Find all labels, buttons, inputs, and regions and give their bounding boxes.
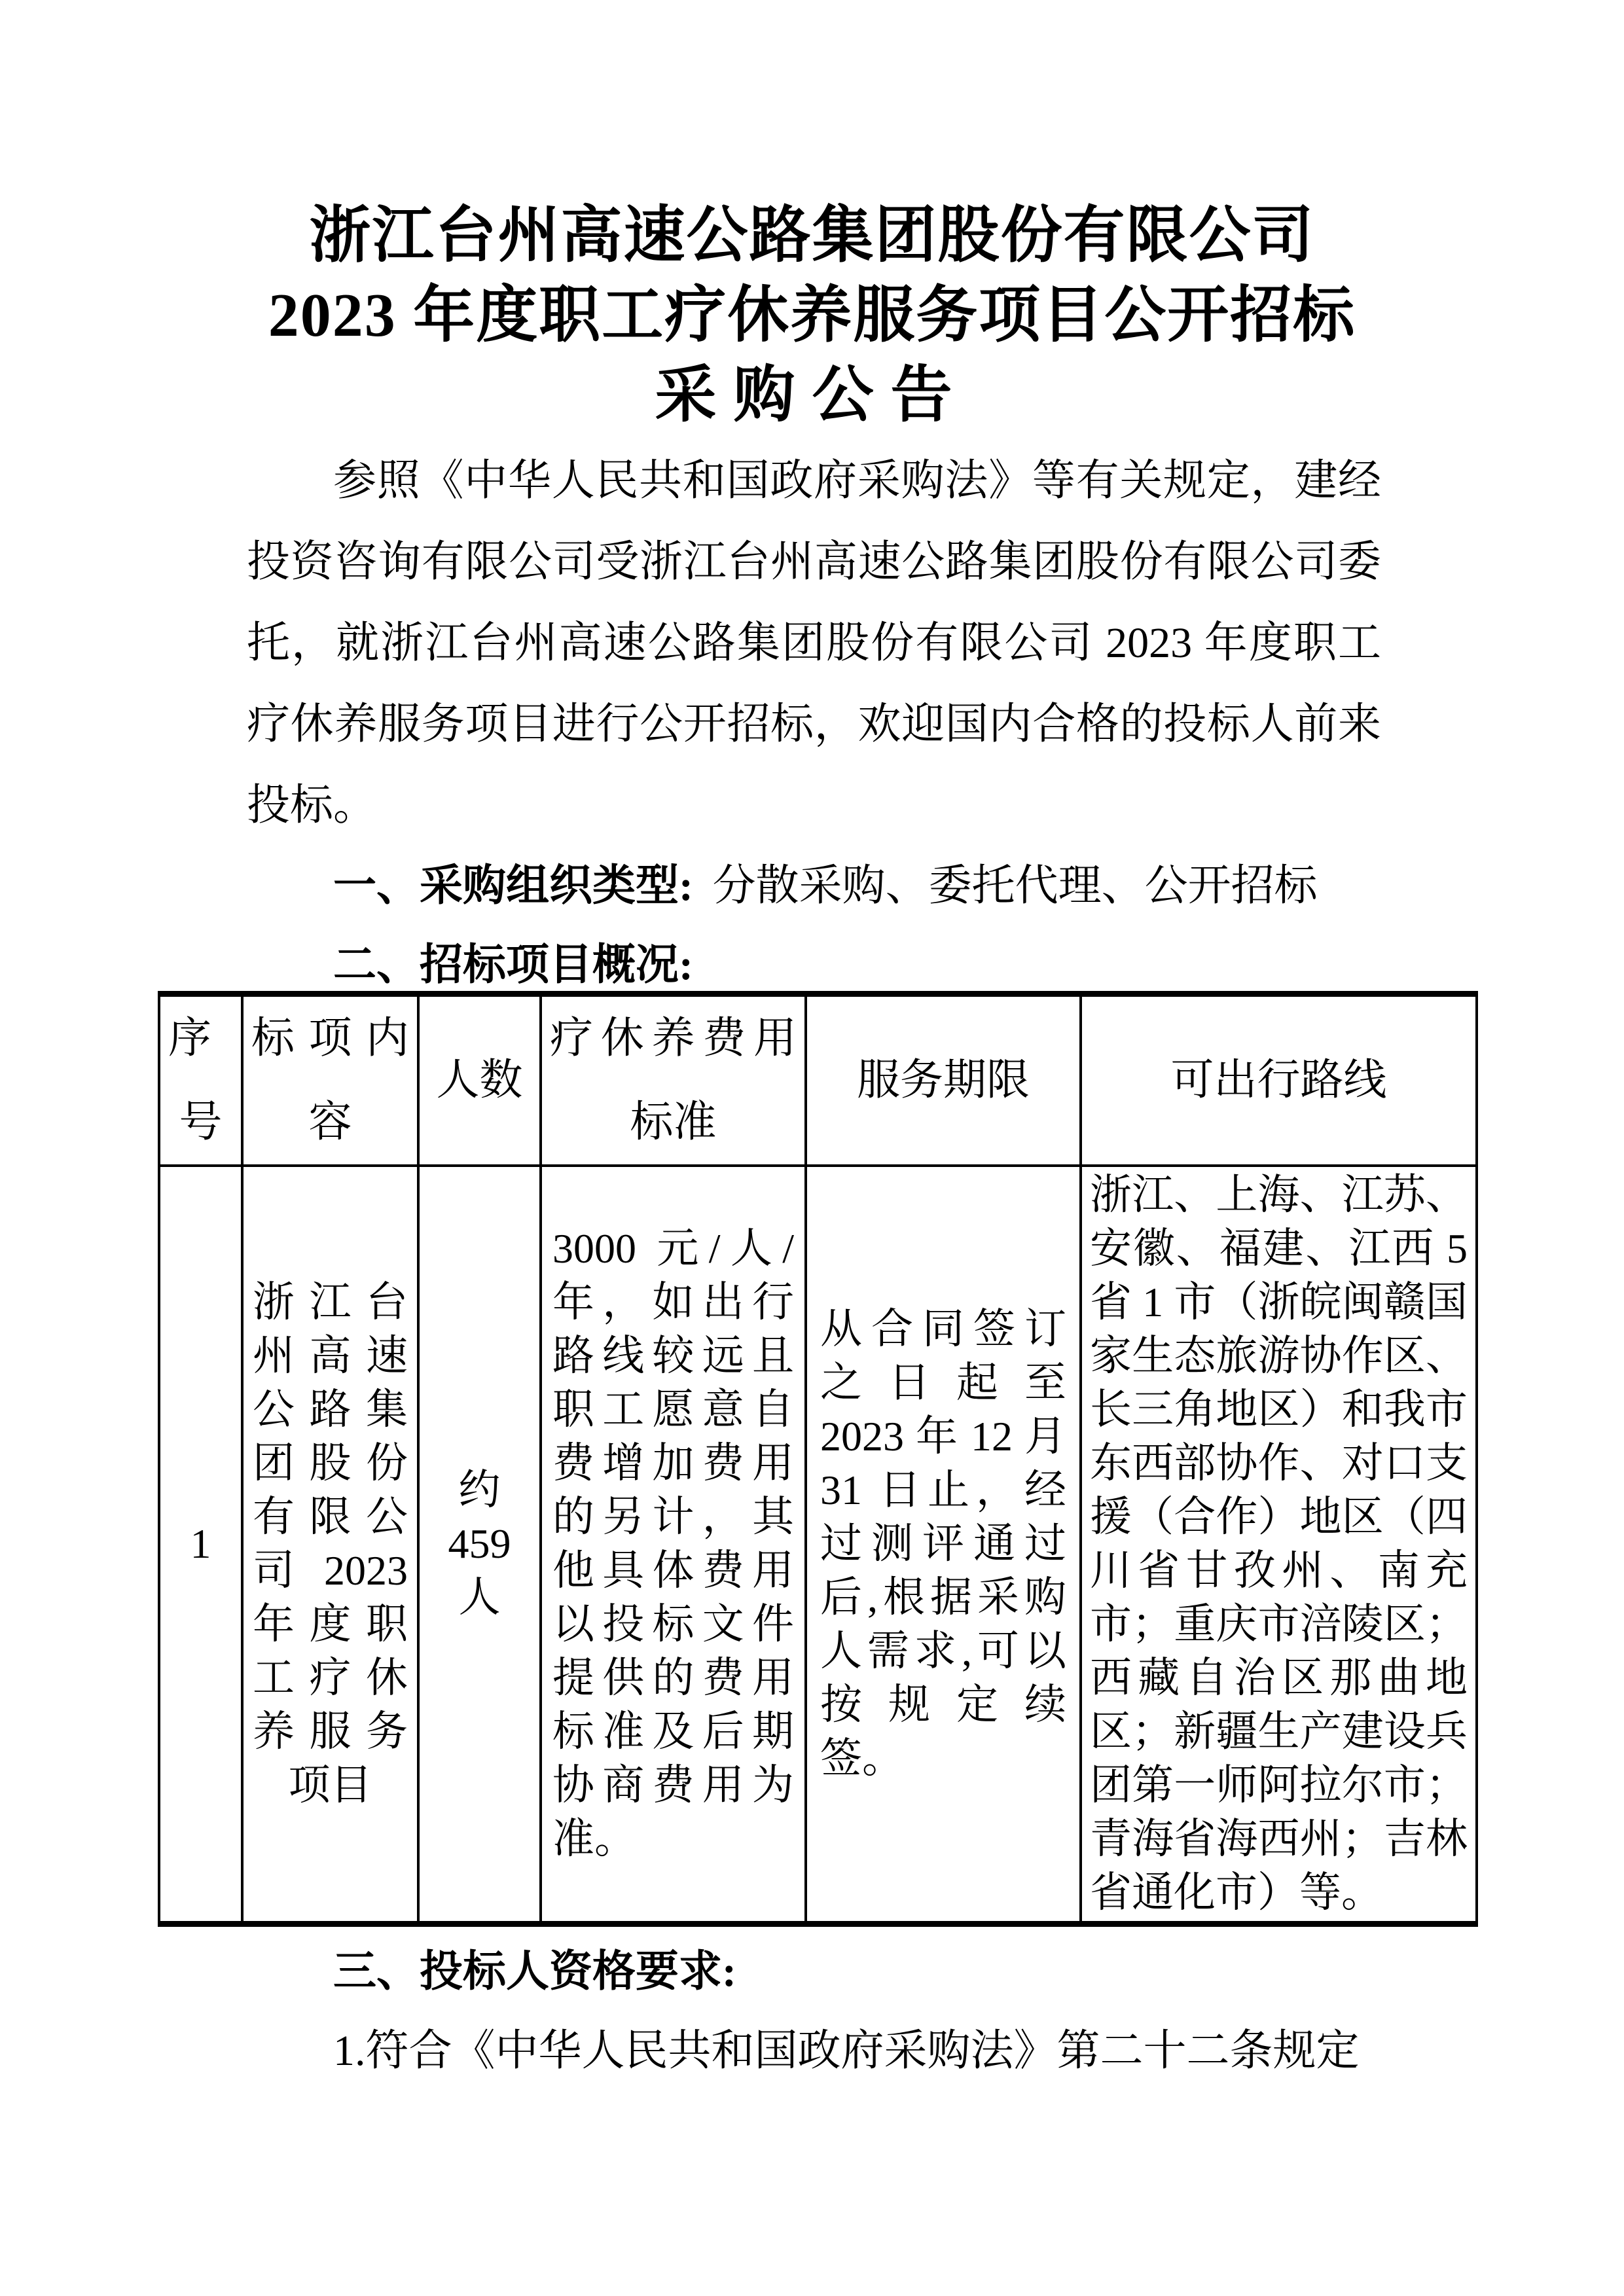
cell-route: 浙江、上海、江苏、安徽、福建、江西 5 省 1 市（浙皖闽赣国家生态旅游协作区、长三角地区）和我市东西部协作、对口支援（合作）地区（四川省甘孜州、南充市；重庆市涪陵区；西藏自治区那曲地区；新疆生产建设兵团第一师阿拉尔市；青海省海西州；吉林省通化市）等。 [1081, 1166, 1477, 1924]
title-line-announcement: 采购公告 [655, 361, 969, 429]
cell-item: 浙江台州高速公路集团股份有限公司 2023 年度职工疗休养服务项目 [242, 1166, 418, 1924]
table-header-row [159, 994, 1477, 1166]
section-1-value: 分散采购、委托代理、公开招标 [712, 862, 1318, 910]
col-header-fee: 疗休养费用标准 [541, 994, 806, 1166]
cell-term: 从合同签订之日起至 2023 年 12 月 31 日止，经过测评通过后,根据采购人需求,可以按规定续签。 [806, 1166, 1081, 1924]
section-heading-1 [247, 846, 1381, 925]
cell-fee: 3000 元/人/年，如出行路线较远且职工愿意自费增加费用的另计，其他具体费用以投标文件提供的费用标准及后期协商费用为准。 [541, 1166, 806, 1924]
section-3-label: 三、投标人资格要求: [333, 1948, 736, 1996]
document-title [0, 0, 1624, 435]
title-line-company: 浙江台州高速公路集团股份有限公司 [309, 202, 1315, 270]
cell-count: 约 459 人 [418, 1166, 541, 1924]
col-header-seq: 序号 [159, 994, 242, 1166]
cell-seq: 1 [159, 1166, 242, 1924]
section-heading-3 [247, 1932, 1381, 2011]
section-2-label: 二、招标项目概况: [333, 941, 693, 989]
col-header-item: 标项内容 [242, 994, 418, 1166]
table-row [159, 1166, 1477, 1924]
qualification-item-1: 1.符合《中华人民共和国政府采购法》第二十二条规定 [333, 2027, 1360, 2075]
intro-paragraph: 参照《中华人民共和国政府采购法》等有关规定，建经投资咨询有限公司受浙江台州高速公路集团股份有限公司委托，就浙江台州高速公路集团股份有限公司 2023 年度职工疗休养服务项目进行公开招标，欢迎国内合格的投标人前来投标。 [247, 457, 1381, 829]
bid-overview-table [158, 991, 1478, 1927]
title-line-project: 2023 年度职工疗休养服务项目公开招标 [268, 281, 1356, 350]
col-header-count: 人数 [418, 994, 541, 1166]
col-header-route: 可出行路线 [1081, 994, 1477, 1166]
section-1-label: 一、采购组织类型: [333, 862, 693, 910]
col-header-term: 服务期限 [806, 994, 1081, 1166]
